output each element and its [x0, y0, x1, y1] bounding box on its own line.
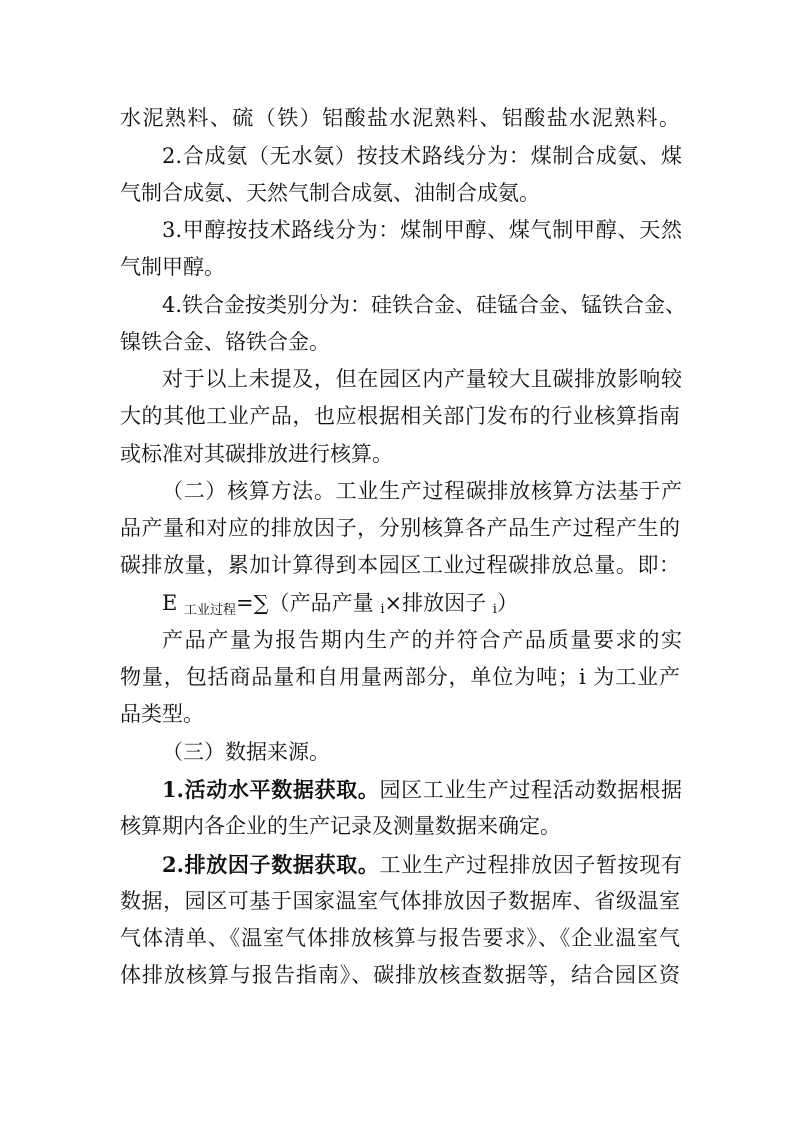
- paragraph-text: 园区工业生产过程活动数据根据: [379, 778, 682, 802]
- paragraph-line: 水泥熟料、硫（铁）铝酸盐水泥熟料、铝酸盐水泥熟料。: [120, 106, 680, 130]
- paragraph-line: [162, 771, 682, 808]
- formula-index: i: [492, 602, 497, 617]
- emission-formula: [162, 585, 722, 622]
- paragraph-line: 气体清单、《温室气体排放核算与报告要求》、《企业温室气: [120, 926, 680, 950]
- formula-close: ）: [496, 591, 518, 615]
- paragraph-line: [162, 846, 682, 883]
- paragraph-line: 产品产量为报告期内生产的并符合产品质量要求的实: [162, 628, 682, 652]
- paragraph-line: 体排放核算与报告指南》、碳排放核查数据等，结合园区资: [120, 963, 680, 987]
- paragraph-line: 对于以上未提及，但在园区内产量较大且碳排放影响较: [162, 367, 682, 391]
- formula-index: i: [380, 602, 385, 617]
- paragraph-line: 品类型。: [120, 702, 204, 726]
- section-heading-line: （三）数据来源。: [162, 740, 330, 764]
- subheading-bold: 2.排放因子数据获取。: [162, 852, 380, 877]
- paragraph-line: 镍铁合金、铬铁合金。: [120, 330, 330, 354]
- paragraph-text: 工业生产过程排放因子暂按现有: [379, 853, 682, 877]
- paragraph-line: 物量，包括商品量和自用量两部分，单位为吨；i 为工业产: [120, 665, 680, 689]
- paragraph-line: 4.铁合金按类别分为：硅铁合金、硅锰合金、锰铁合金、: [162, 293, 687, 317]
- subheading-bold: 1.活动水平数据获取。: [162, 777, 380, 802]
- formula-sum: =∑（产品产量: [236, 591, 374, 615]
- paragraph-line: 碳排放量，累加计算得到本园区工业过程碳排放总量。即：: [120, 553, 680, 577]
- paragraph-line: 3.甲醇按技术路线分为：煤制甲醇、煤气制甲醇、天然: [162, 218, 682, 242]
- paragraph-line: 气制甲醇。: [120, 255, 225, 279]
- section-heading-line: （二）核算方法。工业生产过程碳排放核算方法基于产: [162, 479, 682, 503]
- paragraph-line: 或标准对其碳排放进行核算。: [120, 442, 393, 466]
- paragraph-line: 大的其他工业产品，也应根据相关部门发布的行业核算指南: [120, 404, 680, 428]
- paragraph-line: 品产量和对应的排放因子，分别核算各产品生产过程产生的: [120, 516, 680, 540]
- formula-times: ×排放因子: [384, 591, 487, 615]
- paragraph-line: 气制合成氨、天然气制合成氨、油制合成氨。: [120, 181, 540, 205]
- paragraph-line: 核算期内各企业的生产记录及测量数据来确定。: [120, 814, 561, 838]
- formula-e: E: [162, 591, 178, 615]
- paragraph-line: 数据，园区可基于国家温室气体排放因子数据库、省级温室: [120, 889, 680, 913]
- formula-e-subscript: 工业过程: [184, 603, 237, 618]
- paragraph-line: 2.合成氨（无水氨）按技术路线分为：煤制合成氨、煤: [162, 144, 682, 168]
